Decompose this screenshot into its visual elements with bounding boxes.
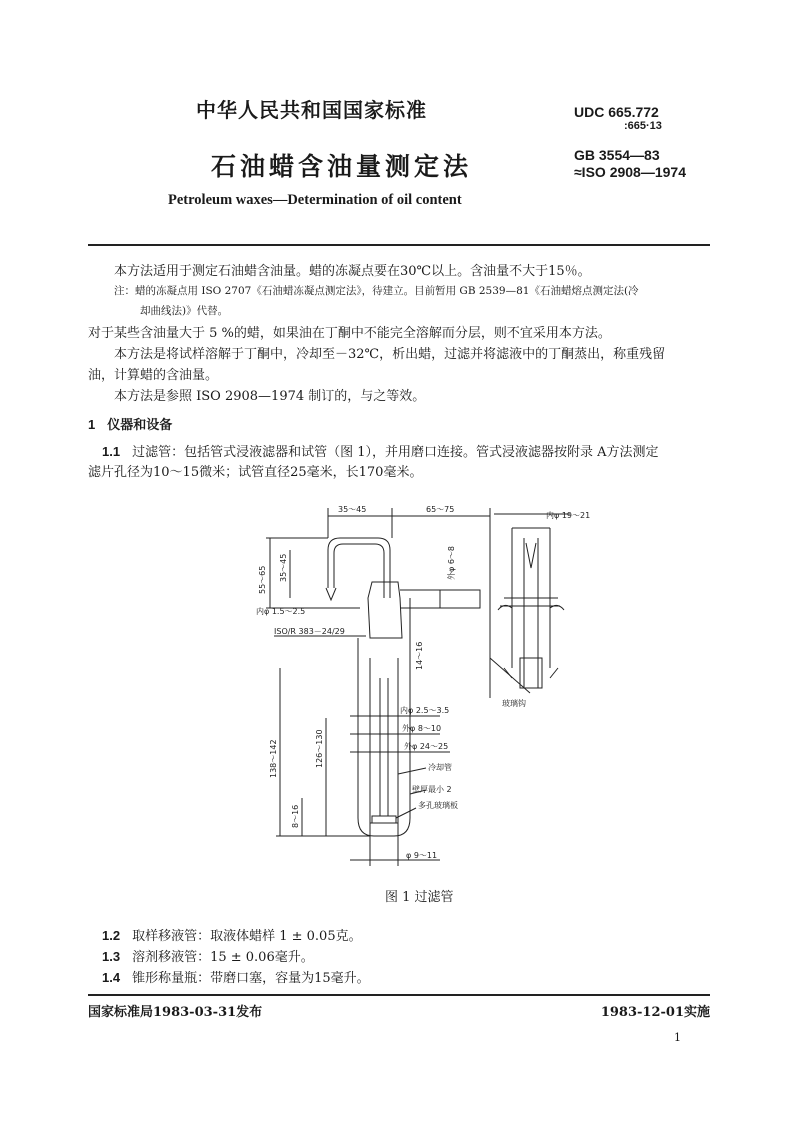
item-text: 取样移液管：取液体蜡样 1 ± 0.05克。 xyxy=(132,929,362,944)
inlet-tube-outer xyxy=(328,538,390,598)
detail-inner xyxy=(524,538,538,688)
inlet-tip xyxy=(326,588,336,600)
dim-8-16: 8～16 xyxy=(291,804,300,828)
item-number: 1.3 xyxy=(102,949,121,964)
item-1-3 xyxy=(88,946,710,968)
paragraph-method-1: 本方法是将试样溶解于丁酮中，冷却至－32℃，析出蜡，过滤并将滤液中的丁酮蒸出，称重残留 xyxy=(114,347,666,362)
udc-number-sub: :665·13 xyxy=(624,120,662,132)
cooling-tube-label: 冷却管 xyxy=(428,763,452,772)
page-number: 1 xyxy=(674,1031,681,1044)
gb-number: GB 3554—83 xyxy=(574,147,660,163)
inner-capillary xyxy=(380,678,388,816)
effective-date: 1983-12-01实施 xyxy=(600,1005,710,1020)
dim-inner-1-5-2-5: 内φ 1.5～2.5 xyxy=(256,607,306,616)
item-text: 锥形称量瓶：带磨口塞，容量为15毫升。 xyxy=(132,971,370,986)
item-text: 过滤管：包括管式浸液滤器和试管（图 1），并用磨口连接。管式浸液滤器按附录 A方法测定 xyxy=(132,445,659,460)
paragraph-limitation: 对于某些含油量大于 5 %的蜡，如果油在丁酮中不能完全溶解而分层，则不宜采用本方法。 xyxy=(88,326,611,341)
dim-14-16: 14～16 xyxy=(415,641,424,670)
footer-divider xyxy=(88,994,710,996)
dim-126-130: 126～130 xyxy=(315,729,324,768)
standard-title: 中华人民共和国国家标准 xyxy=(196,98,427,122)
dim-35-45-top: 35～45 xyxy=(338,505,367,514)
item-1-1-line-2: 滤片孔径为10～15微米；试管直径25毫米，长170毫米。 xyxy=(88,465,423,480)
document-title: 石油蜡含油量测定法 xyxy=(211,152,473,181)
item-number: 1.4 xyxy=(102,970,121,985)
dim-outer-8-10: 外φ 8～10 xyxy=(402,724,442,733)
issued-date: 国家标准局1983-03-31发布 xyxy=(88,1005,263,1020)
dim-138-142: 138～142 xyxy=(269,739,278,778)
paragraph-method-2: 油，计算蜡的含油量。 xyxy=(88,368,219,383)
dim-outer-24-25: 外φ 24～25 xyxy=(404,742,449,751)
header-divider xyxy=(88,244,710,246)
porous-plate-label: 多孔玻璃板 xyxy=(418,801,458,810)
inlet-tube-inner xyxy=(334,544,384,598)
detail-inlet-tip xyxy=(526,543,536,568)
item-number: 1.1 xyxy=(102,444,121,459)
section-number: 1 xyxy=(88,417,96,432)
ground-joint xyxy=(368,582,402,638)
item-text: 溶剂移液管：15 ± 0.06毫升。 xyxy=(132,950,314,965)
dim-inner-19-21: 内φ 19～21 xyxy=(546,511,591,520)
glass-hook-label: 玻璃钩 xyxy=(502,699,526,708)
item-1-4 xyxy=(88,967,710,989)
dim-55-65: 55～65 xyxy=(258,565,267,594)
item-1-2 xyxy=(88,925,710,947)
iso-equivalent: ≈ISO 2908—1974 xyxy=(574,164,686,180)
dim-inner-2-5-3-5: 内φ 2.5～3.5 xyxy=(400,706,450,715)
porous-plate xyxy=(372,816,396,823)
test-tube xyxy=(358,638,410,836)
cooling-tube xyxy=(370,658,398,823)
item-1-1-line-1 xyxy=(88,441,710,463)
detail-stem xyxy=(520,658,542,688)
leader-line xyxy=(398,768,426,774)
dim-35-45-left: 35～45 xyxy=(279,553,288,582)
dim-outer-6-8: 外φ 6～8 xyxy=(447,546,456,580)
filter-tube-figure xyxy=(240,498,620,878)
paragraph-reference: 本方法是参照 ISO 2908—1974 制订的，与之等效。 xyxy=(114,389,426,404)
section-heading-1 xyxy=(88,414,172,433)
detail-flange xyxy=(500,598,560,606)
english-title: Petroleum waxes—Determination of oil content xyxy=(168,192,462,208)
paragraph-scope: 本方法适用于测定石油蜡含油量。蜡的冻凝点要在30℃以上。含油量不大于15％。 xyxy=(114,264,591,279)
figure-caption: 图 1 过滤管 xyxy=(385,890,454,905)
iso-joint-label: ISO/R 383－24/29 xyxy=(274,627,345,636)
section-title: 仪器和设备 xyxy=(107,418,173,433)
note-line-2: 却曲线法)》代替。 xyxy=(140,305,229,317)
detail-hook-lower xyxy=(504,668,558,678)
leader-line xyxy=(396,808,416,818)
item-number: 1.2 xyxy=(102,928,121,943)
wall-min-label: 壁厚最小 2 xyxy=(412,785,452,794)
dim-65-75: 65～75 xyxy=(426,505,455,514)
dim-9-11: φ 9～11 xyxy=(406,851,438,860)
udc-number: UDC 665.772 xyxy=(574,104,659,120)
note-line-1: 注：蜡的冻凝点用 ISO 2707《石油蜡冻凝点测定法》，待建立。目前暂用 GB 2539—81《石油蜡熔点测定法(冷 xyxy=(114,285,639,297)
